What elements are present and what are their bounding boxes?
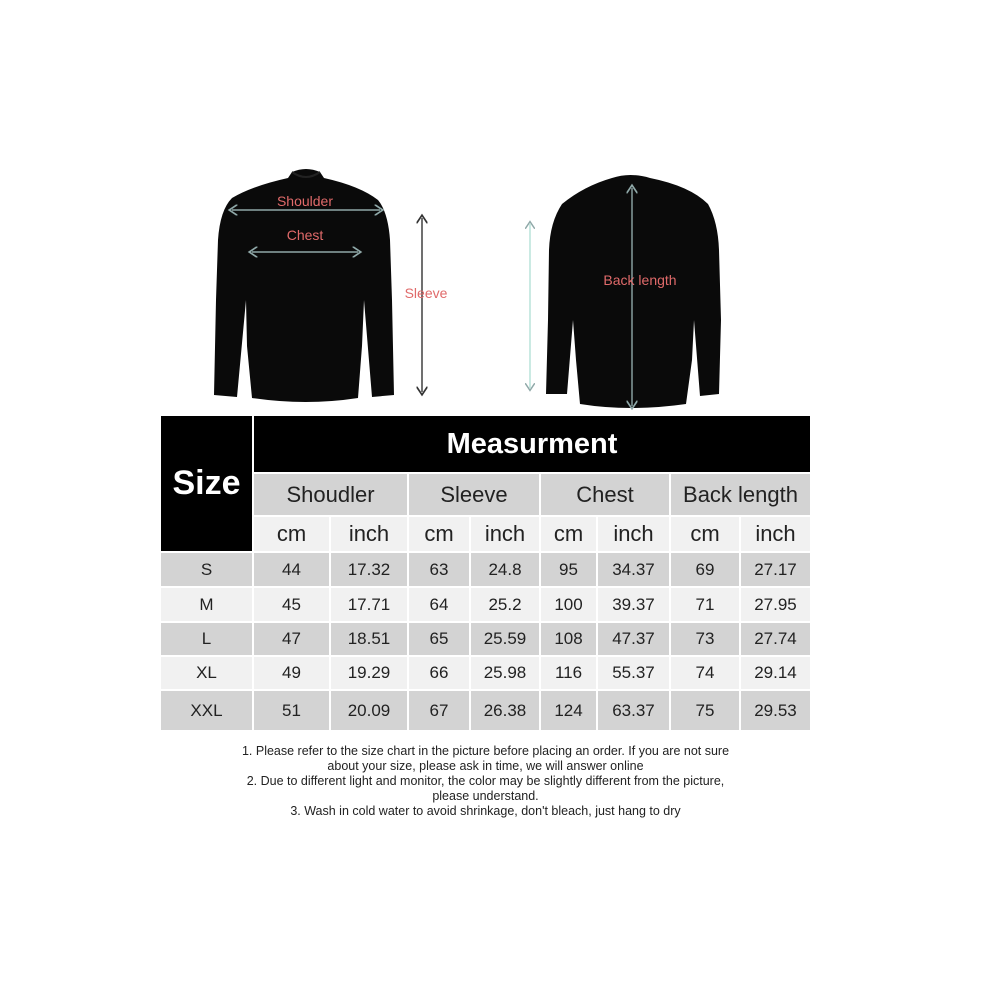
value-cell: 39.37 [598,588,669,621]
value-cell: 17.32 [331,553,407,586]
unit-header: cm [254,517,329,551]
measurement-title: Measurment [254,416,810,472]
unit-header: inch [741,517,810,551]
column-group-header: Sleeve [409,474,539,515]
note-line: about your size, please ask in time, we will answer online [327,759,644,773]
value-cell: 100 [541,588,596,621]
back-length-label: Back length [603,272,677,288]
value-cell: 69 [671,553,739,586]
value-cell: 29.53 [741,691,810,730]
value-cell: 65 [409,623,469,655]
value-cell: 66 [409,657,469,689]
care-notes [160,744,811,819]
value-cell: 63.37 [598,691,669,730]
unit-header: inch [331,517,407,551]
value-cell: 20.09 [331,691,407,730]
unit-header: inch [598,517,669,551]
note-line: 1. Please refer to the size chart in the picture before placing an order. If you are not sure [241,744,730,758]
value-cell: 27.95 [741,588,810,621]
garment-illustration [0,0,1000,410]
value-cell: 24.8 [471,553,539,586]
unit-header: cm [409,517,469,551]
column-group-header: Back length [671,474,810,515]
value-cell: 64 [409,588,469,621]
note-line: 2. Due to different light and monitor, the color may be slightly different from the picture, [246,774,725,788]
value-cell: 63 [409,553,469,586]
value-cell: 95 [541,553,596,586]
value-cell: 27.74 [741,623,810,655]
back-shirt [546,175,721,408]
column-group-header: Chest [541,474,669,515]
value-cell: 19.29 [331,657,407,689]
value-cell: 49 [254,657,329,689]
unit-header: cm [541,517,596,551]
value-cell: 25.59 [471,623,539,655]
sleeve-label: Sleeve [404,285,448,301]
value-cell: 25.2 [471,588,539,621]
value-cell: 25.98 [471,657,539,689]
value-cell: 74 [671,657,739,689]
value-cell: 44 [254,553,329,586]
value-cell: 67 [409,691,469,730]
size-chart-table [160,415,811,731]
value-cell: 47 [254,623,329,655]
value-cell: 116 [541,657,596,689]
value-cell: 34.37 [598,553,669,586]
value-cell: 29.14 [741,657,810,689]
value-cell: 75 [671,691,739,730]
value-cell: 73 [671,623,739,655]
size-header: Size [161,416,252,551]
shoulder-label: Shoulder [276,193,334,209]
size-cell: M [161,588,252,621]
value-cell: 18.51 [331,623,407,655]
value-cell: 17.71 [331,588,407,621]
size-cell: S [161,553,252,586]
value-cell: 124 [541,691,596,730]
value-cell: 51 [254,691,329,730]
unit-header: cm [671,517,739,551]
size-cell: L [161,623,252,655]
column-group-header: Shoudler [254,474,407,515]
value-cell: 45 [254,588,329,621]
size-cell: XXL [161,691,252,730]
size-cell: XL [161,657,252,689]
value-cell: 27.17 [741,553,810,586]
unit-header: inch [471,517,539,551]
note-line: please understand. [432,789,539,803]
value-cell: 71 [671,588,739,621]
note-line: 3. Wash in cold water to avoid shrinkage, don't bleach, just hang to dry [290,804,681,818]
chest-label: Chest [286,227,324,243]
value-cell: 26.38 [471,691,539,730]
value-cell: 108 [541,623,596,655]
value-cell: 47.37 [598,623,669,655]
value-cell: 55.37 [598,657,669,689]
